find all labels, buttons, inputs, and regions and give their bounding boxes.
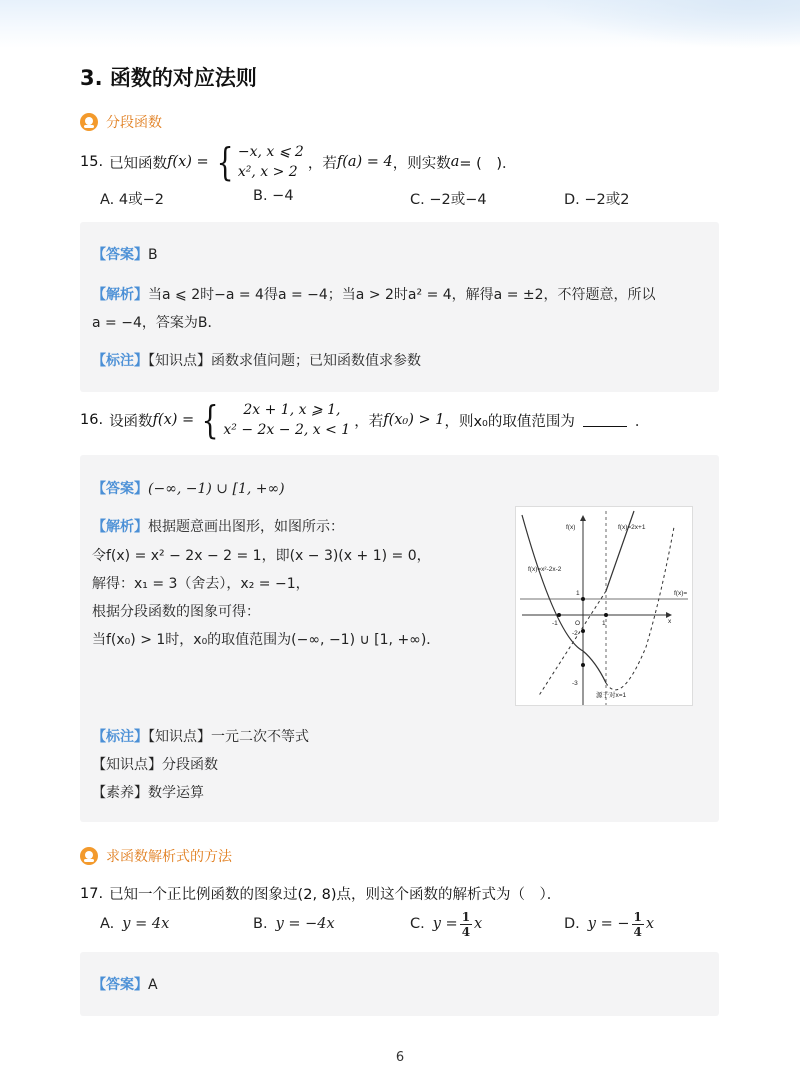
answer-tag: 【答案】 xyxy=(92,481,148,497)
question-16 xyxy=(80,400,649,440)
analysis-line-15b: a = −4，答案为B． xyxy=(92,315,222,331)
bulb-icon xyxy=(80,113,98,131)
note-line-15 xyxy=(92,350,421,370)
option-a xyxy=(100,912,169,936)
question-suffix: ，则实数 xyxy=(392,155,451,172)
label-line: f(x)=2x+1 xyxy=(618,524,646,531)
label-x: x xyxy=(668,618,672,625)
option-c: C. −2或−4 xyxy=(410,192,487,208)
section-title: 3. 函数的对应法则 xyxy=(80,66,257,90)
fraction xyxy=(460,910,472,939)
condition: f(x₀) > 1 xyxy=(383,412,445,428)
piecewise-definition xyxy=(213,142,304,182)
answer-line-16 xyxy=(92,478,285,498)
analysis-line-16-5: 当f(x₀) > 1时，x₀的取值范围为(−∞, −1) ∪ [1, +∞)． xyxy=(92,632,441,648)
function-name: f(x) = xyxy=(167,154,209,170)
question-17 xyxy=(80,883,561,904)
question-text: 已知一个正比例函数的图象过(2, 8)点，则这个函数的解析式为（ ）． xyxy=(109,887,562,903)
question-prefix: 设函数 xyxy=(109,413,153,430)
analysis-line-16-4: 根据分段函数的图象可得： xyxy=(92,604,260,620)
option-expr: y = −4x xyxy=(275,916,335,932)
question-end: ． xyxy=(634,413,650,430)
option-expr-pre: y = − xyxy=(587,916,630,932)
option-b: B. −4 xyxy=(253,188,294,204)
line-solid xyxy=(606,511,634,591)
analysis-text: 当a ⩽ 2时−a = 4得a = −4；当a > 2时a² = 4，解得a = ±2，不符题意，所以 xyxy=(148,287,656,303)
answer-value: (−∞, −1) ∪ [1, +∞) xyxy=(148,481,285,497)
numerator: 1 xyxy=(461,909,471,924)
answer-tag: 【答案】 xyxy=(92,247,148,263)
note-line-16-3: 【素养】数学运算 xyxy=(92,785,204,801)
option-label: B. xyxy=(253,916,268,932)
variable: a xyxy=(450,154,460,170)
question-number: 15. xyxy=(80,154,104,170)
numerator: 1 xyxy=(633,909,642,924)
function-graph xyxy=(515,506,693,706)
question-mid: ，若 xyxy=(307,155,337,172)
option-expr-post: x xyxy=(474,916,483,932)
case-1: −x, x ⩽ 2 xyxy=(237,144,304,160)
case-2: x² − 2x − 2, x < 1 xyxy=(223,422,351,438)
case-2: x², x > 2 xyxy=(237,164,298,180)
question-number: 17. xyxy=(80,885,104,902)
analysis-text: 根据题意画出图形，如图所示： xyxy=(148,519,344,535)
page-number: 6 xyxy=(395,1050,405,1065)
analysis-tag: 【解析】 xyxy=(92,287,148,303)
fraction xyxy=(632,910,644,939)
header-decoration xyxy=(540,0,800,48)
piecewise-definition xyxy=(198,400,350,440)
subsection-label: 分段函数 xyxy=(106,115,162,131)
option-c xyxy=(410,906,482,942)
label-o: O xyxy=(575,620,581,627)
question-prefix: 已知函数 xyxy=(109,155,168,172)
option-label: D. xyxy=(564,916,580,932)
note-tag: 【标注】 xyxy=(92,729,148,745)
option-expr: y = 4x xyxy=(122,916,170,932)
analysis-tag: 【解析】 xyxy=(92,519,148,535)
analysis-line-16-3: 解得：x₁ = 3（舍去），x₂ = −1， xyxy=(92,576,310,592)
question-end: = ( )． xyxy=(459,155,517,172)
label-y1: f(x)= xyxy=(674,590,688,597)
function-name: f(x) = xyxy=(152,412,195,428)
answer-tag: 【答案】 xyxy=(92,977,148,993)
label-one: 1 xyxy=(576,590,580,597)
point-x1 xyxy=(604,613,608,617)
note-tag: 【标注】 xyxy=(92,353,148,369)
analysis-line-15 xyxy=(92,284,656,304)
question-mid: ，若 xyxy=(354,413,384,430)
point-neg1y xyxy=(581,629,585,633)
note-text: 【知识点】一元二次不等式 xyxy=(148,729,309,745)
question-15 xyxy=(80,142,517,182)
note-line-16-1 xyxy=(92,726,309,746)
analysis-line-16-1 xyxy=(92,516,344,536)
option-d: D. −2或2 xyxy=(564,192,630,208)
option-expr-pre: y = xyxy=(432,916,458,932)
case-1: 2x + 1, x ⩾ 1, xyxy=(243,402,341,418)
answer-blank xyxy=(583,413,627,427)
answer-line-17 xyxy=(92,974,158,994)
point-neg3 xyxy=(581,663,585,667)
brace-symbol: { xyxy=(201,398,219,442)
brace-symbol: { xyxy=(216,140,234,184)
header-band xyxy=(0,0,800,48)
subsection-piecewise xyxy=(80,112,162,132)
option-b xyxy=(253,912,335,936)
answer-box-17 xyxy=(80,952,719,1016)
note-text: 【知识点】函数求值问题；已知函数值求参数 xyxy=(148,353,421,369)
question-suffix: ，则x₀的取值范围为 xyxy=(444,413,575,430)
point-y1 xyxy=(581,597,585,601)
subsection-analytic xyxy=(80,846,232,866)
denominator: 4 xyxy=(461,924,471,939)
note-line-16-2: 【知识点】分段函数 xyxy=(92,757,218,773)
option-d xyxy=(564,906,654,942)
parabola-dashed xyxy=(606,527,674,690)
label-parabola: f(x)=x²-2x-2 xyxy=(528,566,562,573)
option-expr-post: x xyxy=(645,916,655,932)
answer-line-15 xyxy=(92,244,158,264)
bulb-icon xyxy=(80,847,98,865)
question-number: 16. xyxy=(80,412,104,428)
option-a: A. 4或−2 xyxy=(100,192,164,208)
point-neg1 xyxy=(557,613,561,617)
answer-value: A xyxy=(148,977,158,993)
option-label: C. xyxy=(410,916,425,932)
label-neg3: -3 xyxy=(572,680,578,687)
label-neg2: -2 xyxy=(572,630,578,637)
answer-value: B xyxy=(148,247,158,263)
label-neg1: -1 xyxy=(552,620,558,627)
y-axis-arrow xyxy=(580,515,586,521)
subsection-label: 求函数解析式的方法 xyxy=(106,849,232,865)
analysis-line-16-2: 令f(x) = x² − 2x − 2 = 1，即(x − 3)(x + 1) = 0， xyxy=(92,548,431,564)
label-xone: 1 xyxy=(602,620,606,627)
condition: f(a) = 4 xyxy=(336,154,393,170)
graph-svg xyxy=(516,507,694,707)
label-fx: f(x) xyxy=(566,524,576,531)
label-axis: 源于对x=1 xyxy=(596,692,627,699)
option-label: A. xyxy=(100,916,115,932)
denominator: 4 xyxy=(633,924,642,939)
